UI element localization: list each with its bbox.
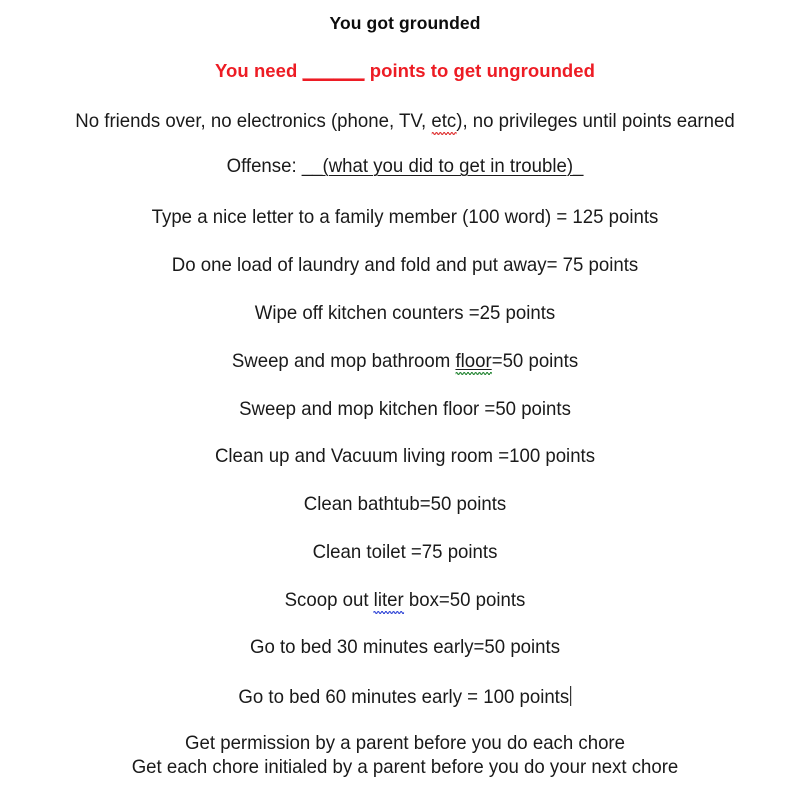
offense-fill-in[interactable]: __(what you did to get in trouble)_ [301, 155, 584, 177]
chore-line [18, 686, 792, 708]
chore-line [18, 591, 792, 611]
chore-text: Do one load of laundry and fold and put away= 75 points [171, 254, 639, 276]
chore-line [18, 304, 792, 324]
chore-line [18, 447, 792, 467]
chore-text: Clean bathtub=50 points [303, 493, 507, 515]
restrictions-text-after: ), no privileges until points earned [456, 110, 735, 132]
footer-line-initialed [18, 758, 792, 778]
chore-line [18, 208, 792, 228]
restrictions-text-before: No friends over, no electronics (phone, TV, [75, 110, 432, 132]
chore-line [18, 352, 792, 372]
chore-text: Sweep and mop bathroom [231, 350, 456, 372]
chore-line [18, 543, 792, 563]
spellcheck-flag-etc: etc [431, 110, 457, 132]
offense-label: Offense: [226, 155, 302, 177]
restrictions-line [18, 112, 792, 132]
chore-text: Sweep and mop kitchen floor =50 points [239, 398, 571, 420]
chore-line [18, 638, 792, 658]
chore-line [18, 256, 792, 276]
page-title: You got grounded [329, 13, 481, 33]
chore-text: Clean up and Vacuum living room =100 points [214, 445, 596, 467]
chore-text: Go to bed 30 minutes early=50 points [249, 636, 561, 658]
footer-text: Get permission by a parent before you do each chore [185, 732, 625, 754]
chore-text-after: box=50 points [403, 589, 526, 611]
chore-text: Type a nice letter to a family member (100 word) = 125 points [151, 206, 659, 228]
chore-text: Clean toilet =75 points [312, 541, 498, 563]
chore-line [18, 400, 792, 420]
chore-text: Go to bed 60 minutes early = 100 points [238, 686, 570, 708]
chore-text-after: =50 points [491, 350, 579, 372]
requirement-prefix: You need [215, 60, 303, 81]
text-cursor-caret [570, 686, 571, 706]
chore-text: Scoop out [284, 589, 374, 611]
chore-text: Wipe off kitchen counters =25 points [254, 302, 556, 324]
grammar-flag-floor: floor [455, 350, 492, 372]
chore-line [18, 495, 792, 515]
offense-line [18, 157, 792, 177]
requirement-suffix: points to get ungrounded [364, 60, 595, 81]
footer-line-permission [18, 734, 792, 754]
footer-text: Get each chore initialed by a parent before you do your next chore [131, 756, 679, 778]
points-blank: ______ [302, 60, 365, 81]
spellcheck-flag-liter: liter [373, 589, 404, 611]
points-requirement-line [0, 62, 810, 81]
